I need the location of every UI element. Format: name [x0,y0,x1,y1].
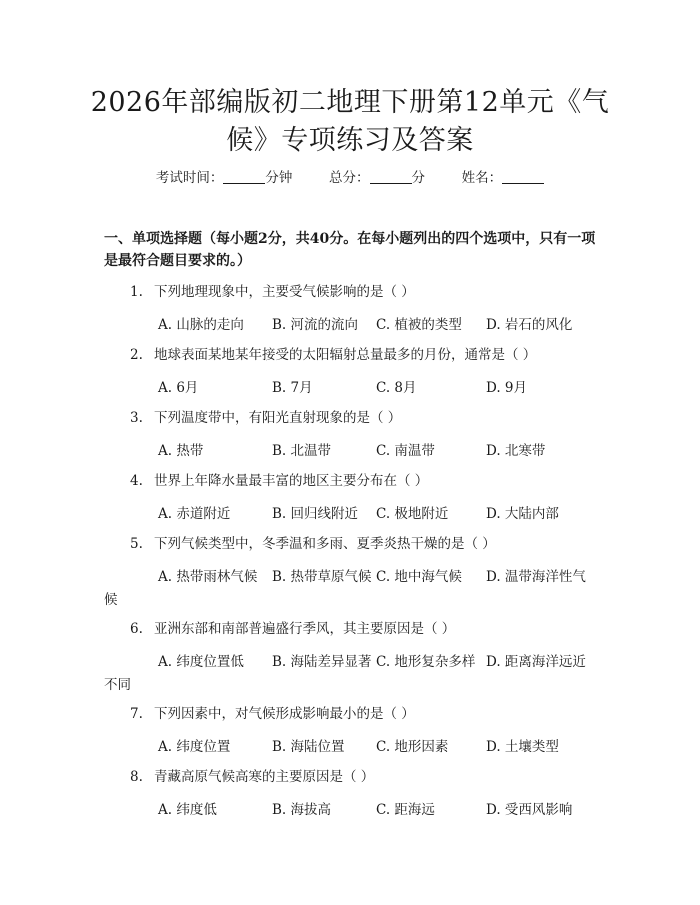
question-6 [104,619,604,639]
question-1 [104,282,604,302]
option-d: D. 岩石的风化 [486,317,573,333]
question-8 [104,767,604,787]
page-title [60,84,640,160]
option-a: A. 热带雨林气候 [158,569,258,585]
option-b: B. 海拔高 [272,802,332,818]
question-number: 6. [130,621,143,637]
option-c: C. 8月 [376,380,417,396]
time-unit: 分钟 [265,170,293,186]
option-d: D. 9月 [486,380,528,396]
option-c: C. 南温带 [376,443,435,459]
question-number: 4. [130,473,143,489]
option-wrap-text: 不同 [104,677,131,693]
option-a: A. 纬度位置 [158,739,231,755]
option-c: C. 植被的类型 [376,317,462,333]
option-b: B. 回归线附近 [272,506,359,522]
name-blank [502,169,544,184]
option-a: A. 山脉的走向 [158,317,244,333]
option-b: B. 河流的流向 [272,317,359,333]
question-text: 下列因素中，对气候形成影响最小的是（ ） [154,706,415,722]
option-wrap-text: 候 [104,592,118,608]
option-b: B. 海陆差异显著 [272,654,372,670]
question-text: 青藏高原气候高寒的主要原因是（ ） [154,769,375,785]
option-a: A. 热带 [158,443,204,459]
score-label: 总分： [329,170,370,186]
option-a: A. 赤道附近 [158,506,231,522]
question-text: 亚洲东部和南部普遍盛行季风，其主要原因是（ ） [154,621,456,637]
option-d: D. 受西风影响 [486,802,573,818]
option-a: A. 纬度位置低 [158,654,244,670]
section-heading [104,228,604,272]
question-5 [104,534,604,554]
title-line-1: 2026年部编版初二地理下册第12单元《气 [90,87,610,118]
question-text: 世界上年降水量最丰富的地区主要分布在（ ） [154,473,429,489]
question-7 [104,704,604,724]
title-line-2: 候》专项练习及答案 [226,125,474,156]
option-a: A. 纬度低 [158,802,217,818]
question-number: 1. [130,284,143,300]
question-number: 8. [130,769,143,785]
question-text: 下列地理现象中，主要受气候影响的是（ ） [154,284,415,300]
option-c: C. 地形复杂多样 [376,654,476,670]
score-unit: 分 [411,170,425,186]
option-d: D. 土壤类型 [486,739,559,755]
time-label: 考试时间： [155,170,224,186]
option-c: C. 地中海气候 [376,569,462,585]
option-b: B. 7月 [272,380,313,396]
section-heading-line-2: 是最符合题目要求的。） [104,253,251,269]
question-number: 2. [130,347,143,363]
question-3 [104,408,604,428]
question-number: 3. [130,410,143,426]
option-a: A. 6月 [158,380,199,396]
option-c: C. 距海远 [376,802,435,818]
question-number: 5. [130,536,143,552]
option-c: C. 地形因素 [376,739,449,755]
exam-meta [0,168,700,188]
option-d: D. 北寒带 [486,443,546,459]
time-blank [223,169,265,184]
question-number: 7. [130,706,143,722]
question-4 [104,471,604,491]
score-blank [370,169,412,184]
section-heading-line-1: 一、单项选择题（每小题2分，共40分。在每小题列出的四个选项中，只有一项 [104,231,596,247]
option-b: B. 海陆位置 [272,739,345,755]
question-text: 地球表面某地某年接受的太阳辐射总量最多的月份，通常是（ ） [154,347,537,363]
option-d: D. 大陆内部 [486,506,559,522]
name-label: 姓名： [461,170,503,186]
question-text: 下列气候类型中，冬季温和多雨、夏季炎热干燥的是（ ） [154,536,496,552]
option-d: D. 距离海洋远近 [486,654,586,670]
option-b: B. 北温带 [272,443,332,459]
option-b: B. 热带草原气候 [272,569,372,585]
question-2 [104,345,604,365]
option-d: D. 温带海洋性气 [486,569,586,585]
option-c: C. 极地附近 [376,506,449,522]
question-text: 下列温度带中，有阳光直射现象的是（ ） [154,410,402,426]
